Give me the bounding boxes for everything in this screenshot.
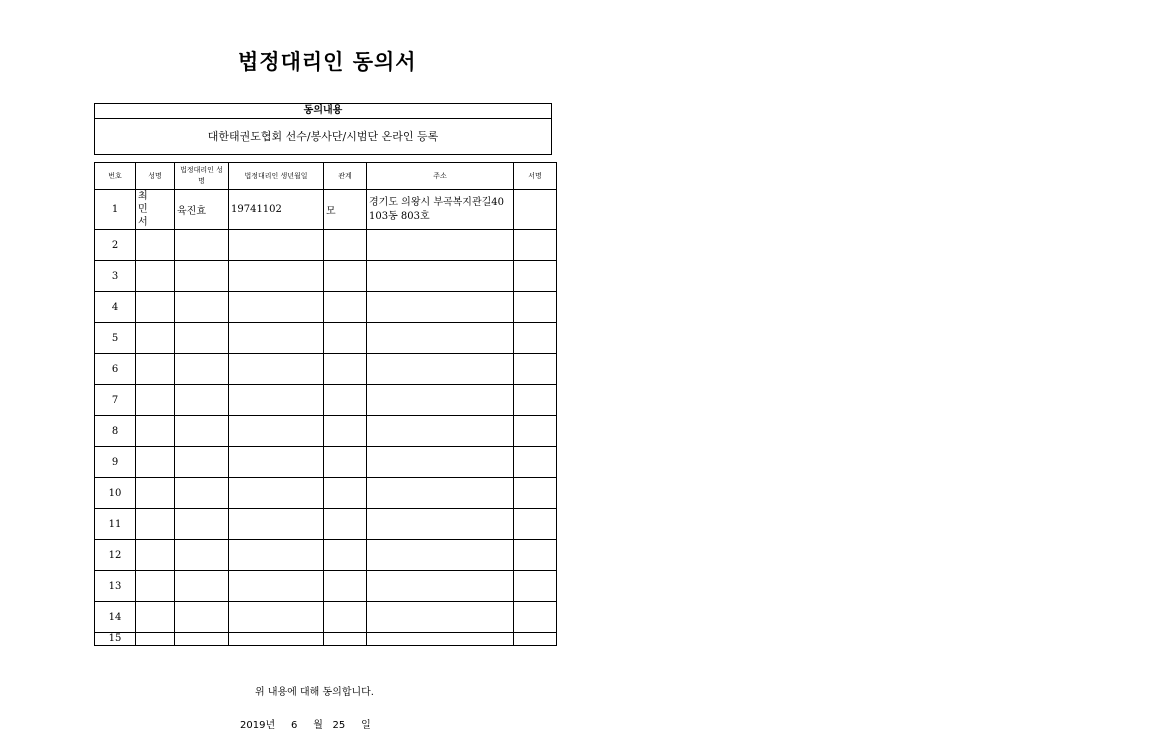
signature-cell (514, 478, 557, 509)
signature-cell (514, 416, 557, 447)
table-row (95, 261, 557, 292)
guardian-name (175, 292, 229, 323)
table-row (95, 416, 557, 447)
guardian-birth (229, 292, 324, 323)
row-number: 9 (95, 447, 136, 478)
table-row (95, 230, 557, 261)
address (367, 323, 514, 354)
table-row (95, 354, 557, 385)
signer-name (136, 261, 175, 292)
signer-name (136, 571, 175, 602)
address (367, 509, 514, 540)
signature-cell (514, 509, 557, 540)
address (367, 602, 514, 633)
guardian-name (175, 602, 229, 633)
guardian-name (175, 416, 229, 447)
relation (324, 354, 367, 385)
guardian-name (175, 323, 229, 354)
signature-cell (514, 323, 557, 354)
signature-cell (514, 190, 557, 230)
relation (324, 261, 367, 292)
table-row (95, 385, 557, 416)
table-row (95, 602, 557, 633)
signer-name (136, 509, 175, 540)
address (367, 230, 514, 261)
relation (324, 323, 367, 354)
guardian-name (175, 261, 229, 292)
row-number: 6 (95, 354, 136, 385)
header-address: 주소 (367, 163, 514, 190)
header-guardian-birth: 법정대리인 생년월일 (229, 163, 324, 190)
guardian-birth (229, 354, 324, 385)
guardian-birth (229, 540, 324, 571)
signer-name (136, 447, 175, 478)
guardian-name (175, 230, 229, 261)
row-number: 8 (95, 416, 136, 447)
guardian-name (175, 447, 229, 478)
row-number: 2 (95, 230, 136, 261)
row-number: 13 (95, 571, 136, 602)
signer-name (136, 540, 175, 571)
signer-name (136, 478, 175, 509)
address (367, 416, 514, 447)
header-guardian-name: 법정대리인 성명 (175, 163, 229, 190)
guardian-birth (229, 416, 324, 447)
row-number: 3 (95, 261, 136, 292)
table-row (95, 509, 557, 540)
guardian-birth (229, 230, 324, 261)
signer-name (136, 385, 175, 416)
row-number: 10 (95, 478, 136, 509)
relation (324, 509, 367, 540)
signer-name (136, 602, 175, 633)
row-number: 15 (95, 633, 136, 646)
document-title: 법정대리인 동의서 (238, 49, 417, 74)
address (367, 540, 514, 571)
table-row (95, 447, 557, 478)
relation (324, 633, 367, 646)
address (367, 292, 514, 323)
signer-name (136, 633, 175, 646)
signature-cell (514, 540, 557, 571)
table-row (95, 292, 557, 323)
guardian-name (175, 633, 229, 646)
signer-name (136, 416, 175, 447)
guardian-birth (229, 385, 324, 416)
row-number: 1 (95, 190, 136, 230)
signer-table (94, 162, 557, 646)
relation (324, 416, 367, 447)
guardian-birth (229, 602, 324, 633)
relation (324, 447, 367, 478)
row-number: 11 (95, 509, 136, 540)
row-number: 4 (95, 292, 136, 323)
relation (324, 478, 367, 509)
signature-cell (514, 354, 557, 385)
guardian-name (175, 571, 229, 602)
guardian-name (175, 509, 229, 540)
table-header-row (95, 163, 557, 190)
address: 경기도 의왕시 부곡복지관길40 103동 803호 (367, 190, 514, 230)
address (367, 478, 514, 509)
header-relation: 관계 (324, 163, 367, 190)
guardian-name (175, 354, 229, 385)
header-number: 번호 (95, 163, 136, 190)
signer-name (136, 323, 175, 354)
address (367, 385, 514, 416)
signature-cell (514, 385, 557, 416)
relation (324, 571, 367, 602)
row-number: 12 (95, 540, 136, 571)
relation (324, 385, 367, 416)
table-row (95, 540, 557, 571)
guardian-birth (229, 447, 324, 478)
signature-cell (514, 230, 557, 261)
table-row (95, 478, 557, 509)
table-row (95, 633, 557, 646)
guardian-name (175, 478, 229, 509)
address (367, 447, 514, 478)
relation: 모 (324, 190, 367, 230)
signature-cell (514, 447, 557, 478)
consent-statement: 위 내용에 대해 동의합니다. (255, 687, 374, 698)
relation (324, 540, 367, 571)
guardian-name: 육진효 (175, 190, 229, 230)
relation (324, 292, 367, 323)
guardian-birth (229, 509, 324, 540)
table-row (95, 323, 557, 354)
signature-cell (514, 571, 557, 602)
table-row (95, 190, 557, 230)
guardian-name (175, 540, 229, 571)
address (367, 633, 514, 646)
signer-name (136, 354, 175, 385)
row-number: 7 (95, 385, 136, 416)
relation (324, 230, 367, 261)
signature-cell (514, 261, 557, 292)
guardian-birth (229, 571, 324, 602)
signature-cell (514, 602, 557, 633)
consent-body: 대한태권도협회 선수/봉사단/시범단 온라인 등록 (207, 130, 439, 143)
guardian-birth (229, 478, 324, 509)
consent-box (94, 103, 552, 155)
signature-cell (514, 292, 557, 323)
address (367, 354, 514, 385)
signer-name (136, 292, 175, 323)
signer-name (136, 230, 175, 261)
guardian-birth (229, 261, 324, 292)
header-signature: 서명 (514, 163, 557, 190)
guardian-name (175, 385, 229, 416)
address (367, 571, 514, 602)
consent-header: 동의내용 (95, 104, 551, 119)
guardian-birth (229, 633, 324, 646)
header-name: 성명 (136, 163, 175, 190)
address (367, 261, 514, 292)
row-number: 5 (95, 323, 136, 354)
relation (324, 602, 367, 633)
guardian-birth (229, 323, 324, 354)
table-row (95, 571, 557, 602)
row-number: 14 (95, 602, 136, 633)
date-line: 2019년 6 월 25 일 (240, 720, 371, 731)
guardian-birth: 19741102 (229, 190, 324, 230)
signer-name: 최 민 서 (136, 190, 175, 230)
signature-cell (514, 633, 557, 646)
